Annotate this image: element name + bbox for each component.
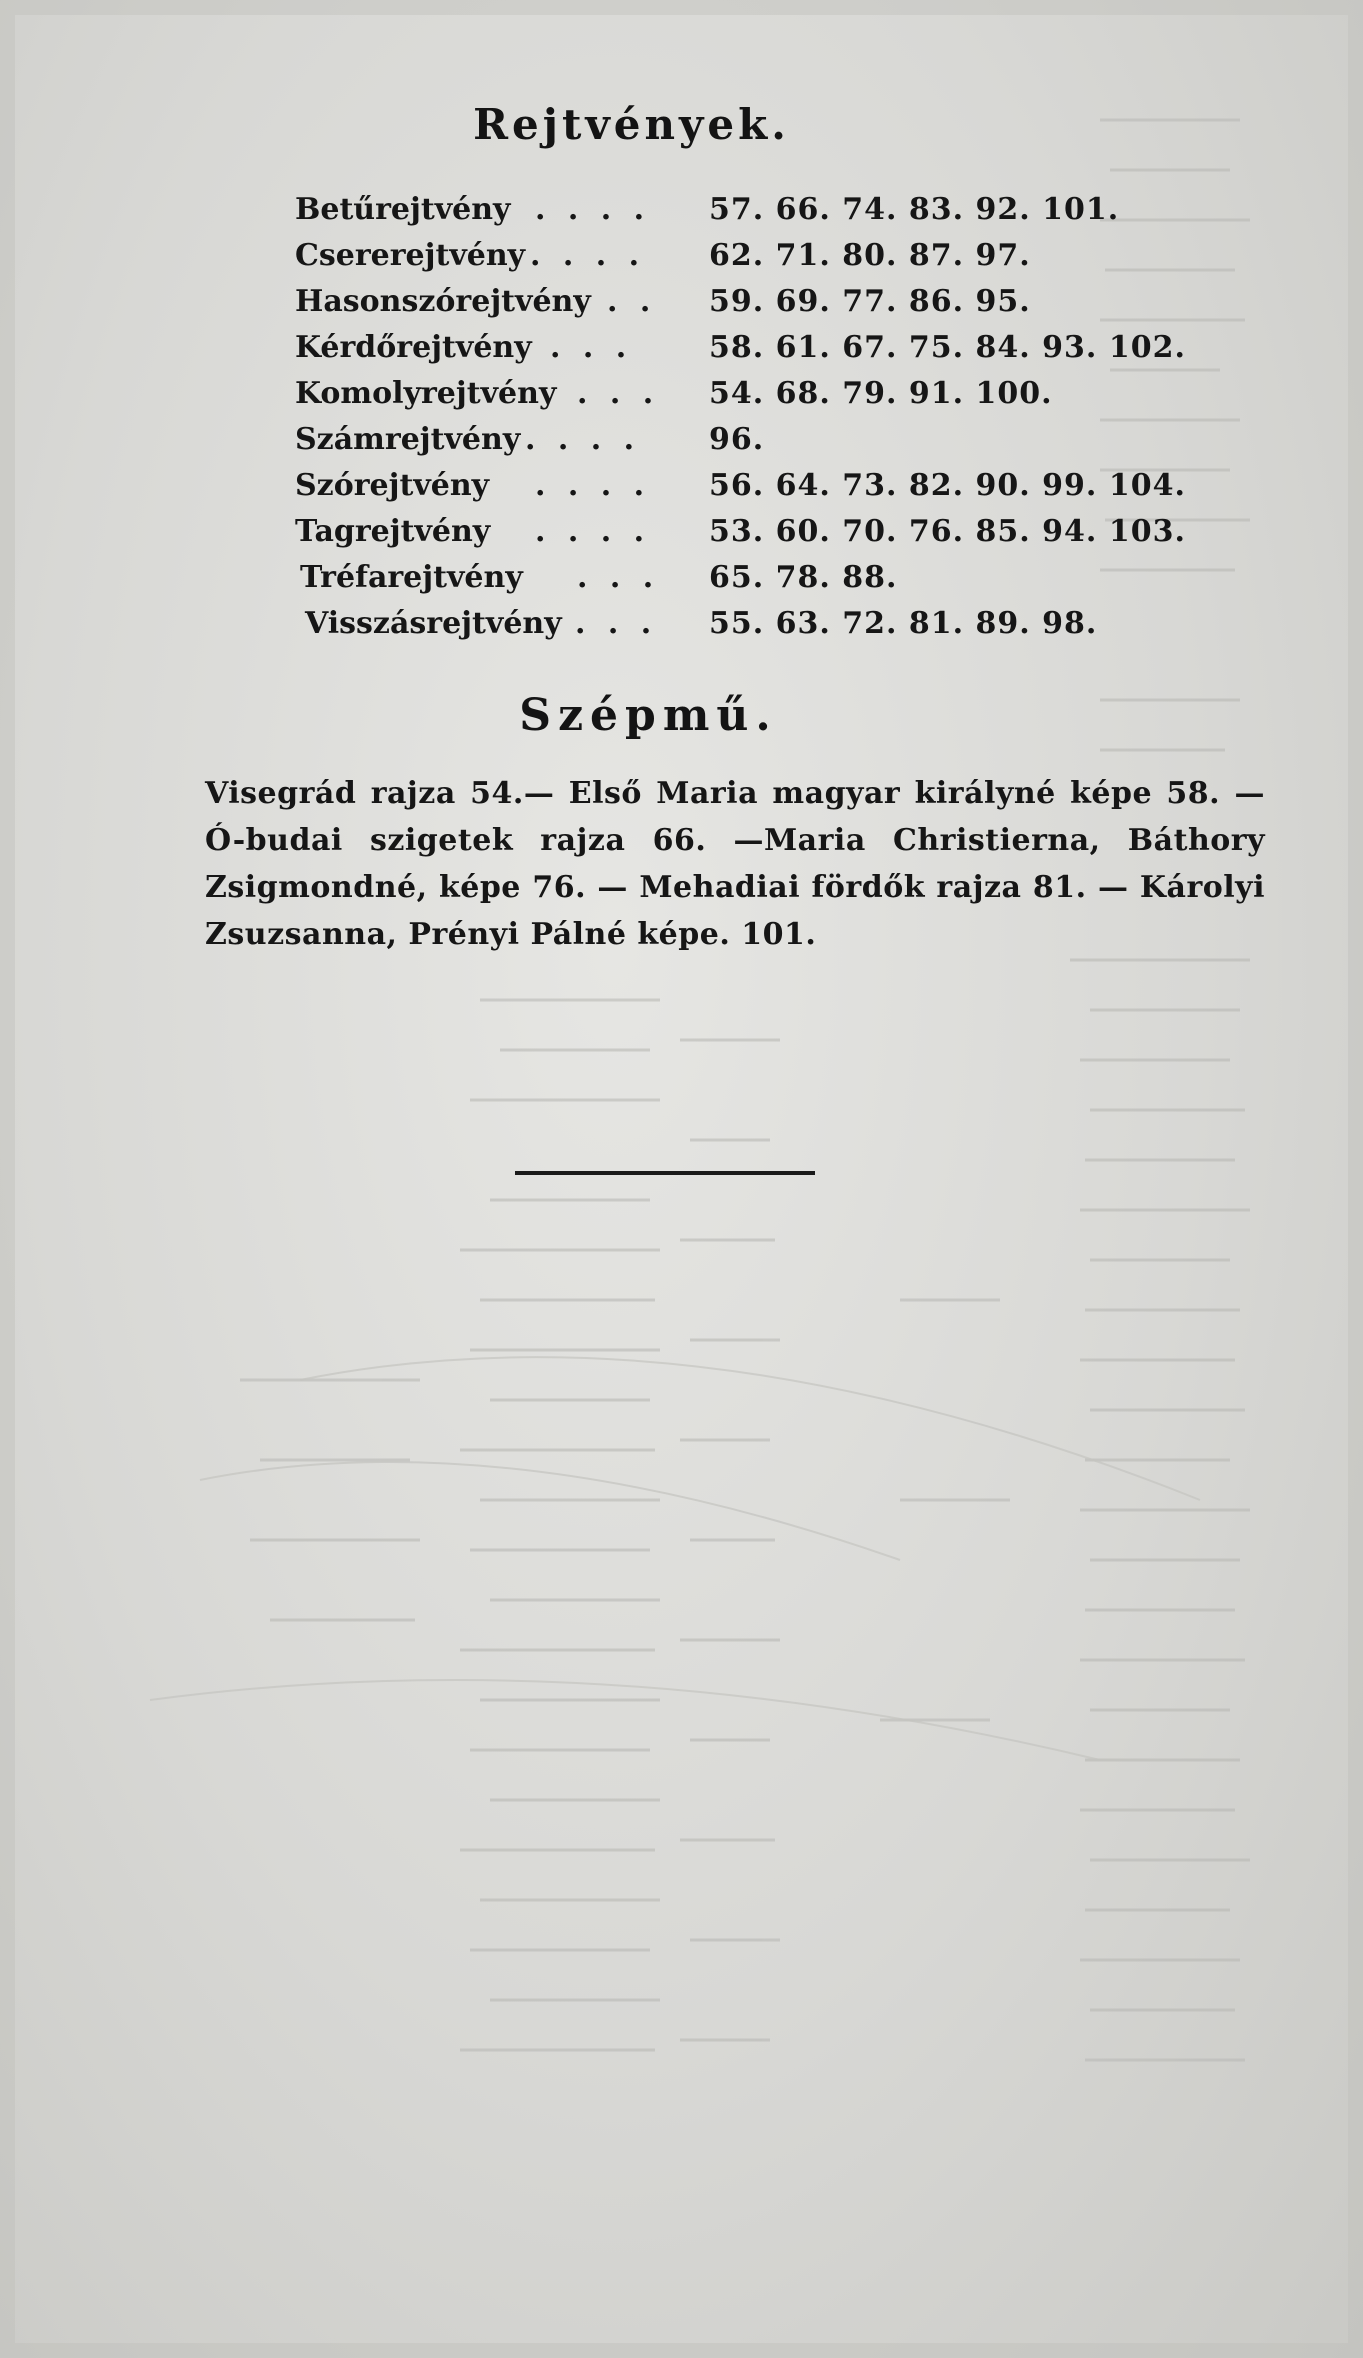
riddle-index-row (295, 468, 1275, 514)
riddle-page-numbers: 96. (709, 422, 765, 457)
riddle-index-row (295, 560, 1275, 606)
riddle-page-numbers: 54. 68. 79. 91. 100. (709, 376, 1053, 411)
riddle-page-numbers: 62. 71. 80. 87. 97. (709, 238, 1031, 273)
riddles-index (295, 192, 1275, 652)
riddle-index-row (295, 514, 1275, 560)
leader-dots: . . . (550, 330, 633, 365)
riddle-index-row (295, 376, 1275, 422)
leader-dots: . . . . (535, 468, 651, 503)
riddle-type-name: Számrejtvény (295, 422, 521, 457)
leader-dots: . . . . (535, 514, 651, 549)
riddle-type-name: Tréfarejtvény (300, 560, 523, 595)
riddle-page-numbers: 55. 63. 72. 81. 89. 98. (709, 606, 1098, 641)
leader-dots: . . . . (530, 238, 646, 273)
riddle-type-name: Komolyrejtvény (295, 376, 557, 411)
riddle-type-name: Tagrejtvény (295, 514, 491, 549)
riddle-type-name: Hasonszórejtvény (295, 284, 591, 319)
riddle-page-numbers: 58. 61. 67. 75. 84. 93. 102. (709, 330, 1186, 365)
riddle-index-row (295, 330, 1275, 376)
riddle-type-name: Kérdőrejtvény (295, 330, 532, 365)
artworks-paragraph: Visegrád rajza 54.— Első Maria magyar királyné képe 58. — Ó-budai szigetek rajza 66. —Maria Christierna, Báthory Zsigmondné, képe 76. — Mehadiai fördők rajza 81. — Károlyi Zsuzsanna, Prényi Pálné képe. 101. (205, 776, 1265, 952)
riddle-index-row (295, 422, 1275, 468)
riddle-index-row (295, 284, 1275, 330)
riddle-index-row (295, 238, 1275, 284)
leader-dots: . . . . (535, 192, 651, 227)
riddle-index-row (295, 192, 1275, 238)
riddle-page-numbers: 59. 69. 77. 86. 95. (709, 284, 1031, 319)
leader-dots: . . . (577, 376, 660, 411)
leader-dots: . . . . (525, 422, 641, 457)
leader-dots: . . . (577, 560, 660, 595)
riddle-type-name: Visszásrejtvény (305, 606, 562, 641)
leader-dots: . . (607, 284, 657, 319)
riddle-index-row (295, 606, 1275, 652)
riddles-section-title: Rejtvények. (473, 100, 790, 149)
riddle-page-numbers: 56. 64. 73. 82. 90. 99. 104. (709, 468, 1186, 503)
riddle-page-numbers: 65. 78. 88. (709, 560, 898, 595)
riddle-type-name: Szórejtvény (295, 468, 490, 503)
artworks-section-title: Szépmű. (519, 690, 778, 741)
riddle-type-name: Betűrejtvény (295, 192, 511, 227)
riddle-type-name: Csererejtvény (295, 238, 526, 273)
leader-dots: . . . (575, 606, 658, 641)
section-divider-rule (515, 1171, 815, 1175)
riddle-page-numbers: 53. 60. 70. 76. 85. 94. 103. (709, 514, 1186, 549)
riddle-page-numbers: 57. 66. 74. 83. 92. 101. (709, 192, 1120, 227)
